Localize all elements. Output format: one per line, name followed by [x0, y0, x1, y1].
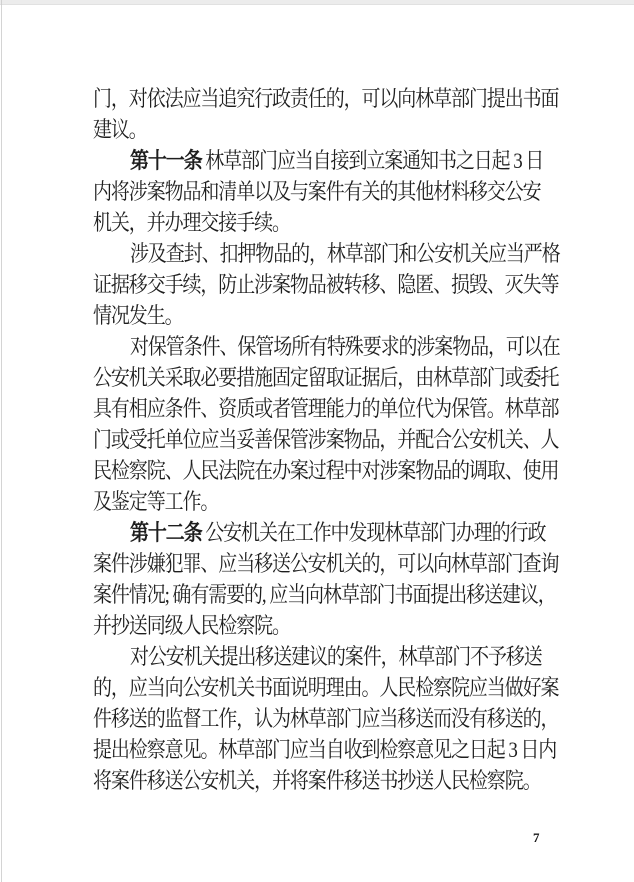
- text-line: 涉及查封、扣押物品的，林草部门和公安机关应当严格: [130, 242, 560, 267]
- text-line: 建议。: [93, 118, 147, 143]
- text-line: 提出检察意见。林草部门应当自收到检察意见之日起 3 日内: [93, 738, 557, 763]
- text-line: 民检察院、人民法院在办案过程中对涉案物品的调取、使用: [93, 459, 559, 484]
- text-line: 具有相应条件、资质或者管理能力的单位代为保管。林草部: [93, 397, 559, 422]
- text-line: 门或受托单位应当妥善保管涉案物品，并配合公安机关、人: [93, 428, 559, 453]
- text-line: 第十一条 林草部门应当自接到立案通知书之日起 3 日: [130, 149, 544, 174]
- text-line: 第十二条 公安机关在工作中发现林草部门办理的行政: [130, 521, 546, 546]
- text-line: 门，对依法应当追究行政责任的，可以向林草部门提出书面: [93, 87, 559, 112]
- text-line: 情况发生。: [93, 304, 183, 329]
- text-line: 件移送的监督工作，认为林草部门应当移送而没有移送的，: [93, 707, 559, 732]
- text-line: 内将涉案物品和清单以及与案件有关的其他材料移交公安: [93, 180, 541, 205]
- article-heading: 第十二条: [130, 521, 202, 546]
- text-line: 机关，并办理交接手续。: [93, 211, 290, 236]
- document-body: [93, 84, 593, 797]
- text-line: 对公安机关提出移送建议的案件，林草部门不予移送: [130, 645, 542, 670]
- article-heading: 第十一条: [130, 149, 202, 174]
- text-line: 案件涉嫌犯罪、应当移送公安机关的，可以向林草部门查询: [93, 552, 559, 577]
- text-line: 公安机关采取必要措施固定留取证据后，由林草部门或委托: [93, 366, 559, 391]
- text-line: 并抄送同级人民检察院。: [93, 614, 290, 639]
- text-line: 将案件移送公安机关，并将案件移送书抄送人民检察院。: [93, 769, 541, 794]
- text-line: 案件情况; 确有需要的, 应当向林草部门书面提出移送建议，: [93, 583, 556, 608]
- text-line: 及鉴定等工作。: [93, 490, 219, 515]
- scan-edge-left: [1, 0, 2, 882]
- scan-edge-top: [0, 0, 634, 5]
- page-number: 7: [533, 830, 540, 845]
- text-line: 对保管条件、保管场所有特殊要求的涉案物品，可以在: [130, 335, 560, 360]
- text-line: 证据移交手续，防止涉案物品被转移、隐匿、损毁、灭失等: [93, 273, 559, 298]
- text-line: 的，应当向公安机关书面说明理由。人民检察院应当做好案: [93, 676, 559, 701]
